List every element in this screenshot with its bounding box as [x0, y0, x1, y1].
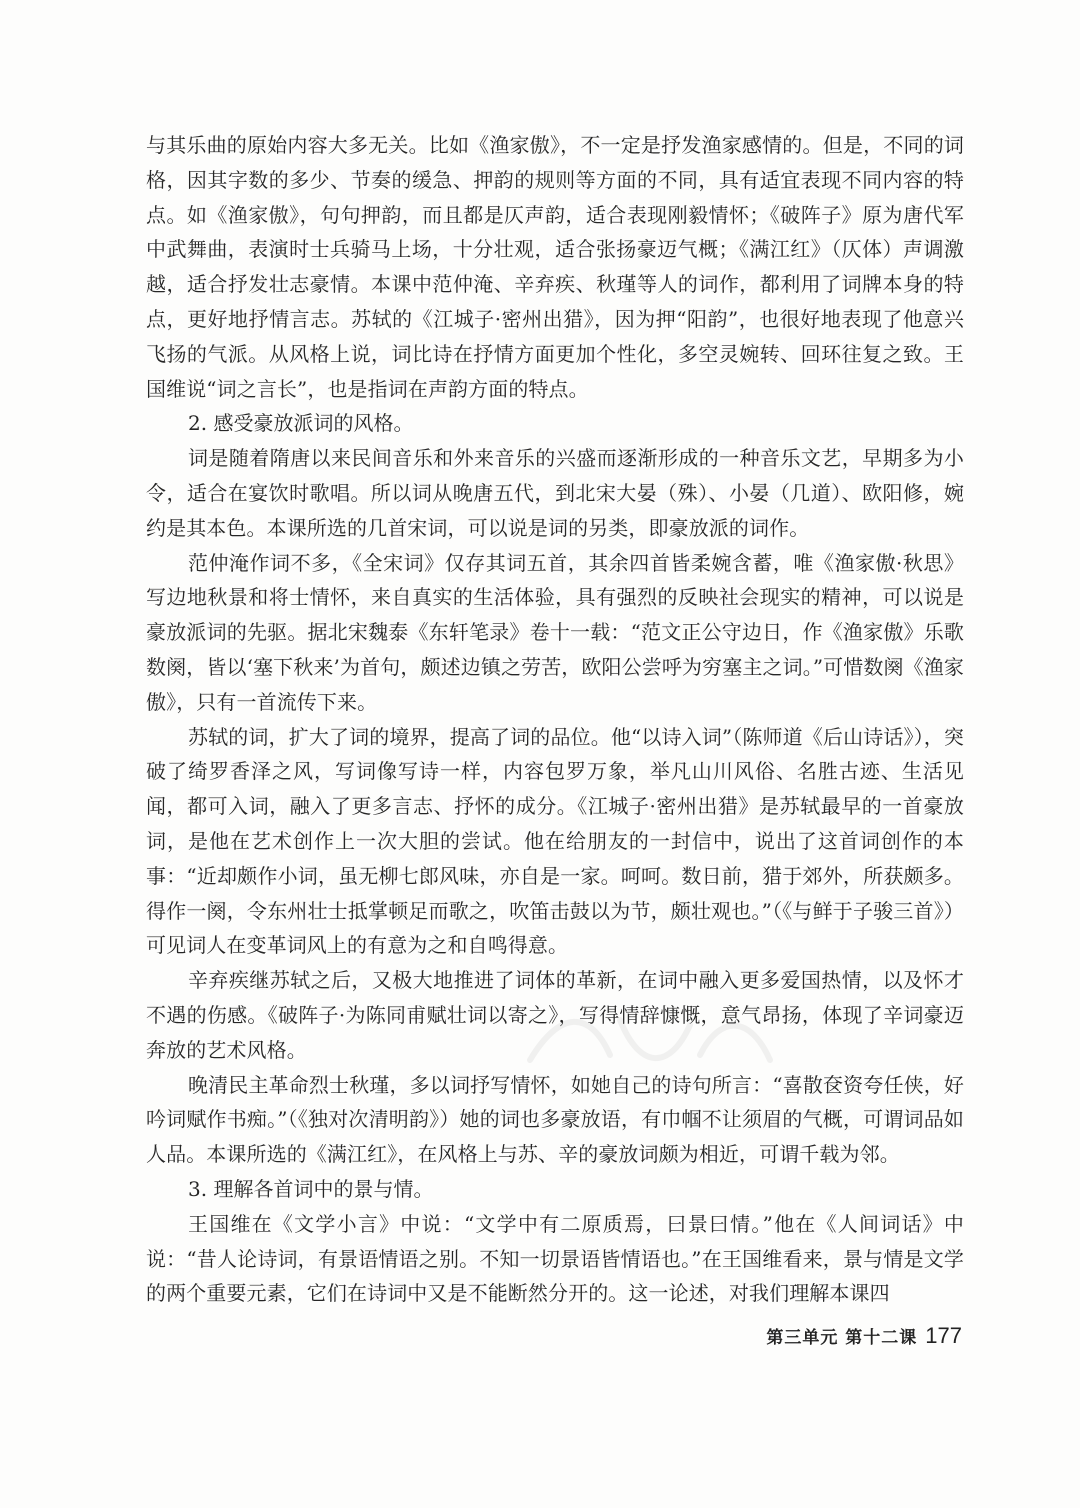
section-heading: 3. 理解各首词中的景与情。 — [188, 1176, 434, 1201]
section-heading: 2. 感受豪放派词的风格。 — [188, 411, 414, 436]
paragraph: 苏轼的词，扩大了词的境界，提高了词的品位。他“以诗入词”（陈师道《后山诗话》），突破了绮罗香泽之风，写词像写诗一样，内容包罗万象，举凡山川风俗、名胜古迹、生活见闻，都可入词，融入了更多言志、抒怀的成分。《江城子·密州出猎》是苏轼最早的一首豪放词，是他在艺术创作上一次大胆的尝试。他在给朋友的一封信中，说出了这首词创作的本事：“近却颇作小词，虽无柳七郎风味，亦自是一家。呵呵。数日前，猎于郊外，所获颇多。得作一阕，令东州壮士抵掌顿足而歌之，吹笛击鼓以为节，颇壮观也。”（《与鲜于子骏三首》）可见词人在变革词风上的有意为之和自鸣得意。 — [146, 724, 964, 958]
paragraph: 辛弃疾继苏轼之后，又极大地推进了词体的革新，在词中融入更多爱国热情，以及怀才不遇的伤感。《破阵子·为陈同甫赋壮词以寄之》，写得情辞慷慨，意气昂扬，体现了辛词豪迈奔放的艺术风格。 — [146, 968, 964, 1062]
page-footer — [766, 1322, 962, 1352]
faint-watermark — [520, 1000, 780, 1080]
paragraph: 王国维在《文学小言》中说：“文学中有二原质焉，曰景曰情。”他在《人间词话》中说：“昔人论诗词，有景语情语之别。不知一切景语皆情语也。”在王国维看来，景与情是文学的两个重要元素，它们在诗词中又是不能断然分开的。这一论述，对我们理解本课四 — [146, 1211, 964, 1306]
page-number: 177 — [925, 1323, 962, 1348]
paragraph: 与其乐曲的原始内容大多无关。比如《渔家傲》，不一定是抒发渔家感情的。但是，不同的词格，因其字数的多少、节奏的缓急、押韵的规则等方面的不同，具有适宜表现不同内容的特点。如《渔家傲》，句句押韵，而且都是仄声韵，适合表现刚毅情怀；《破阵子》原为唐代军中武舞曲，表演时士兵骑马上场，十分壮观，适合张扬豪迈气概；《满江红》（仄体）声调激越，适合抒发壮志豪情。本课中范仲淹、辛弃疾、秋瑾等人的词作，都利用了词牌本身的特点，更好地抒情言志。苏轼的《江城子·密州出猎》，因为押“阳韵”，也很好地表现了他意兴飞扬的气派。从风格上说，词比诗在抒情方面更加个性化，多空灵婉转、回环往复之致。王国维说“词之言长”，也是指词在声韵方面的特点。 — [146, 133, 964, 401]
paragraph: 词是随着隋唐以来民间音乐和外来音乐的兴盛而逐渐形成的一种音乐文艺，早期多为小令，适合在宴饮时歌唱。所以词从晚唐五代，到北宋大晏（殊）、小晏（几道）、欧阳修，婉约是其本色。本课所选的几首宋词，可以说是词的另类，即豪放派的词作。 — [146, 446, 964, 540]
paragraph: 范仲淹作词不多，《全宋词》仅存其词五首，其余四首皆柔婉含蓄，唯《渔家傲·秋思》写边地秋景和将士情怀，来自真实的生活体验，具有强烈的反映社会现实的精神，可以说是豪放派词的先驱。据北宋魏泰《东轩笔录》卷十一载：“范文正公守边日，作《渔家傲》乐歌数阕，皆以‘塞下秋来’为首句，颇述边镇之劳苦，欧阳公尝呼为穷塞主之词。”可惜数阕《渔家傲》，只有一首流传下来。 — [146, 550, 964, 714]
paragraph: 晚清民主革命烈士秋瑾，多以词抒写情怀，如她自己的诗句所言：“喜散奁资夸任侠，好吟词赋作书痴。”（《独对次清明韵》）她的词也多豪放语，有巾帼不让须眉的气概，可谓词品如人品。本课所选的《满江红》，在风格上与苏、辛的豪放词颇为相近，可谓千载为邻。 — [146, 1072, 964, 1167]
body-text — [146, 128, 964, 1311]
unit-lesson-label: 第三单元 第十二课 — [766, 1328, 918, 1348]
